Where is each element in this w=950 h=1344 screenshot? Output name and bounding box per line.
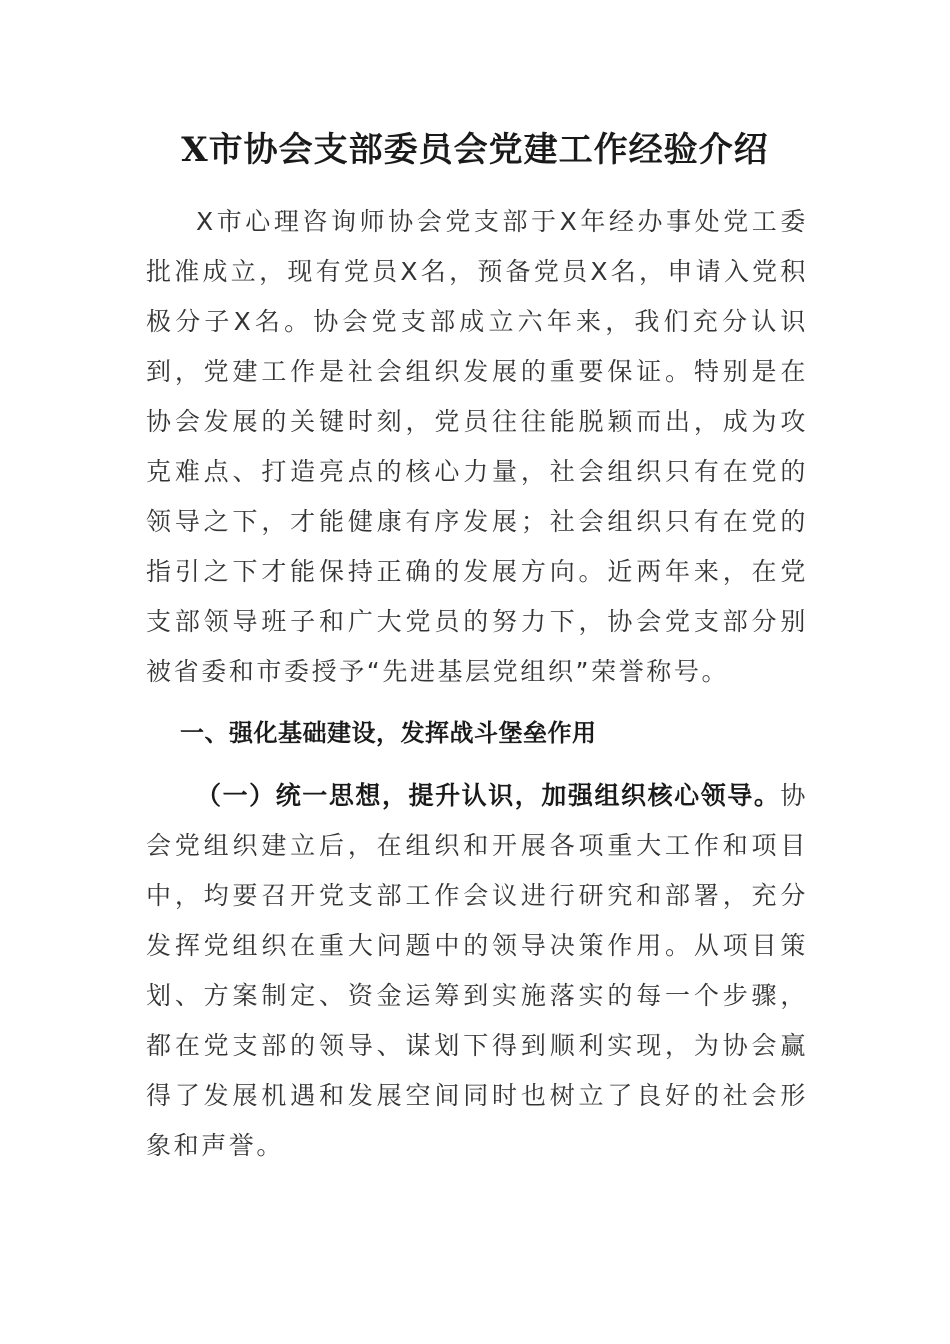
section-heading: 一、强化基础建设，发挥战斗堡垒作用: [180, 719, 597, 747]
document-title: X市协会支部委员会党建工作经验介绍: [181, 130, 769, 170]
paragraph-body: 协会党组织建立后，在组织和开展各项重大工作和项目中，均要召开党支部工作会议进行研究和部署，充分发挥党组织在重大问题中的领导决策作用。从项目策划、方案制定、资金运筹到实施落实的每一个步骤，都在党支部的领导、谋划下得到顺利实现，为协会赢得了发展机遇和发展空间同时也树立了良好的社会形象和声誉。: [146, 781, 808, 1160]
section-paragraph: [146, 771, 808, 1171]
paragraph-lead-heading: （一）统一思想，提升认识，加强组织核心领导。: [196, 781, 781, 810]
intro-paragraph: X市心理咨询师协会党支部于X年经办事处党工委批准成立，现有党员X名，预备党员X名，申请入党积极分子X名。协会党支部成立六年来，我们充分认识到，党建工作是社会组织发展的重要保证。特别是在协会发展的关键时刻，党员往往能脱颖而出，成为攻克难点、打造亮点的核心力量，社会组织只有在党的领导之下，才能健康有序发展；社会组织只有在党的指引之下才能保持正确的发展方向。近两年来，在党支部领导班子和广大党员的努力下，协会党支部分别被省委和市委授予“先进基层党组织”荣誉称号。: [146, 207, 808, 686]
